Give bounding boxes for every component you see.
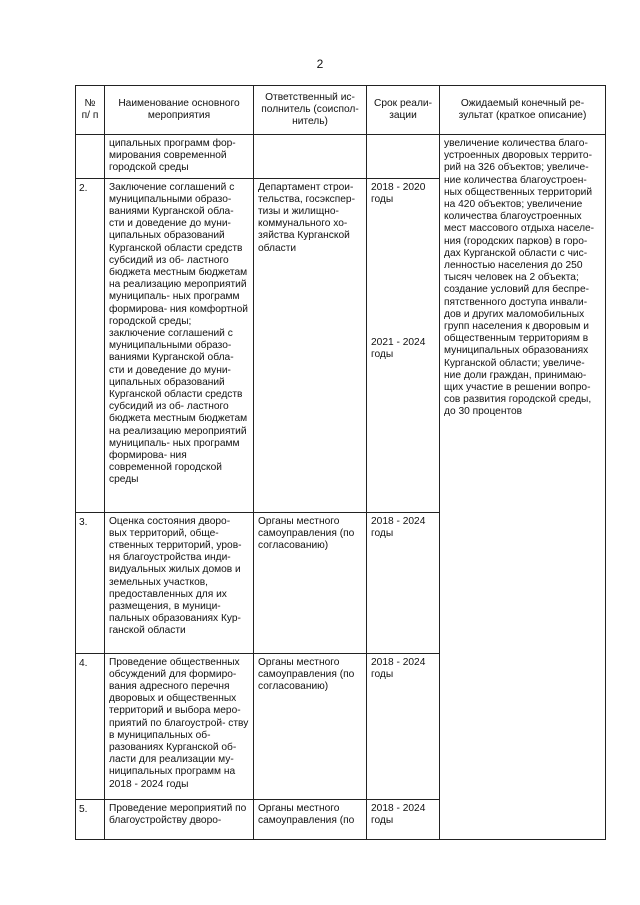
term: 2018 - 2024 годы xyxy=(367,512,440,653)
row-number: 5. xyxy=(76,799,105,839)
header-result: Ожидаемый конечный ре- зультат (краткое описание) xyxy=(440,86,606,135)
measure-name: Оценка состояния дворо- вых территорий, обще- ственных территорий, уров- ня благоустройства инди- видуальных жилых домов и земельных участков, предоставленных для их размещения, в муници- пальных образованиях Кур- ганской области xyxy=(105,512,254,653)
term xyxy=(367,178,440,512)
row-number: 4. xyxy=(76,653,105,799)
measures-table xyxy=(75,85,606,840)
executor: Органы местного самоуправления (по xyxy=(254,799,367,839)
term-part-1: 2018 - 2020 годы xyxy=(371,181,426,205)
expected-result-text: увеличение количества благо- устроенных дворовых террито- рий на 326 объектов; увеличе- ние количества благоустроен- ных общественных территорий на 420 объектов; увеличение количества благоустроенных мест массового отдыха населе- ния (городских парков) в горо- дах Курганской области с чис- ленностью населения до 250 тысяч человек на 2 объекта; создание условий для беспре- пятственного доступа инвали- дов и других маломобильных групп населения к дворовым и общественным территориям в муниципальных образованиях Курганской области; увеличе- ние доли граждан, принимаю- щих участие в решении вопро- сов развития городской среды, до 30 процентов xyxy=(444,138,595,418)
header-number: № п/ п xyxy=(76,86,105,135)
executor: Департамент строи- тельства, госэкспер- тизы и жилищно- коммунального хо- зяйства Курганской области xyxy=(254,178,367,512)
table-row xyxy=(76,135,606,179)
term: 2018 - 2024 годы xyxy=(367,653,440,799)
header-executor: Ответственный ис- полнитель (соиспол- нитель) xyxy=(254,86,367,135)
executor: Органы местного самоуправления (по согласованию) xyxy=(254,512,367,653)
header-term: Срок реали- зации xyxy=(367,86,440,135)
expected-result xyxy=(440,135,606,840)
row-number xyxy=(76,135,105,179)
measure-name-part-1: Заключение соглашений с муниципальными образо- ваниями Курганской обла- сти и доведение до муни- ципальных образований Курганской области средств субсидий из об- ластного бюджета местным бюджетам на реализацию мероприятий муниципаль- ных программ формирова- ния комфортной городской среды; xyxy=(109,181,248,327)
executor: Органы местного самоуправления (по согласованию) xyxy=(254,653,367,799)
term-part-2: 2021 - 2024 годы xyxy=(371,337,426,361)
measure-name: ципальных программ фор- мирования современной городской среды xyxy=(105,135,254,179)
row-number: 3. xyxy=(76,512,105,653)
row-number: 2. xyxy=(76,178,105,512)
measure-name-part-2: заключение соглашений с муниципальными образо- ваниями Курганской обла- сти и доведение до муни- ципальных образований Курганской области средств субсидий из об- ластного бюджета местным бюджетам на реализацию мероприятий муниципаль- ных программ формирова- ния современной городской среды xyxy=(109,328,248,486)
table-header-row xyxy=(76,86,606,135)
term xyxy=(367,135,440,179)
measure-name xyxy=(105,178,254,512)
measure-name: Проведение мероприятий по благоустройству дворо- xyxy=(105,799,254,839)
measure-name: Проведение общественных обсуждений для формиро- вания адресного перечня дворовых и общественных территорий и выбора меро- приятий по благоустрой- ству в муниципальных об- разованиях Курганской об- ласти для реализации му- ниципальных программ на 2018 - 2024 годы xyxy=(105,653,254,799)
page-number: 2 xyxy=(316,57,324,71)
header-measure-name: Наименование основного мероприятия xyxy=(105,86,254,135)
executor xyxy=(254,135,367,179)
term: 2018 - 2024 годы xyxy=(367,799,440,839)
